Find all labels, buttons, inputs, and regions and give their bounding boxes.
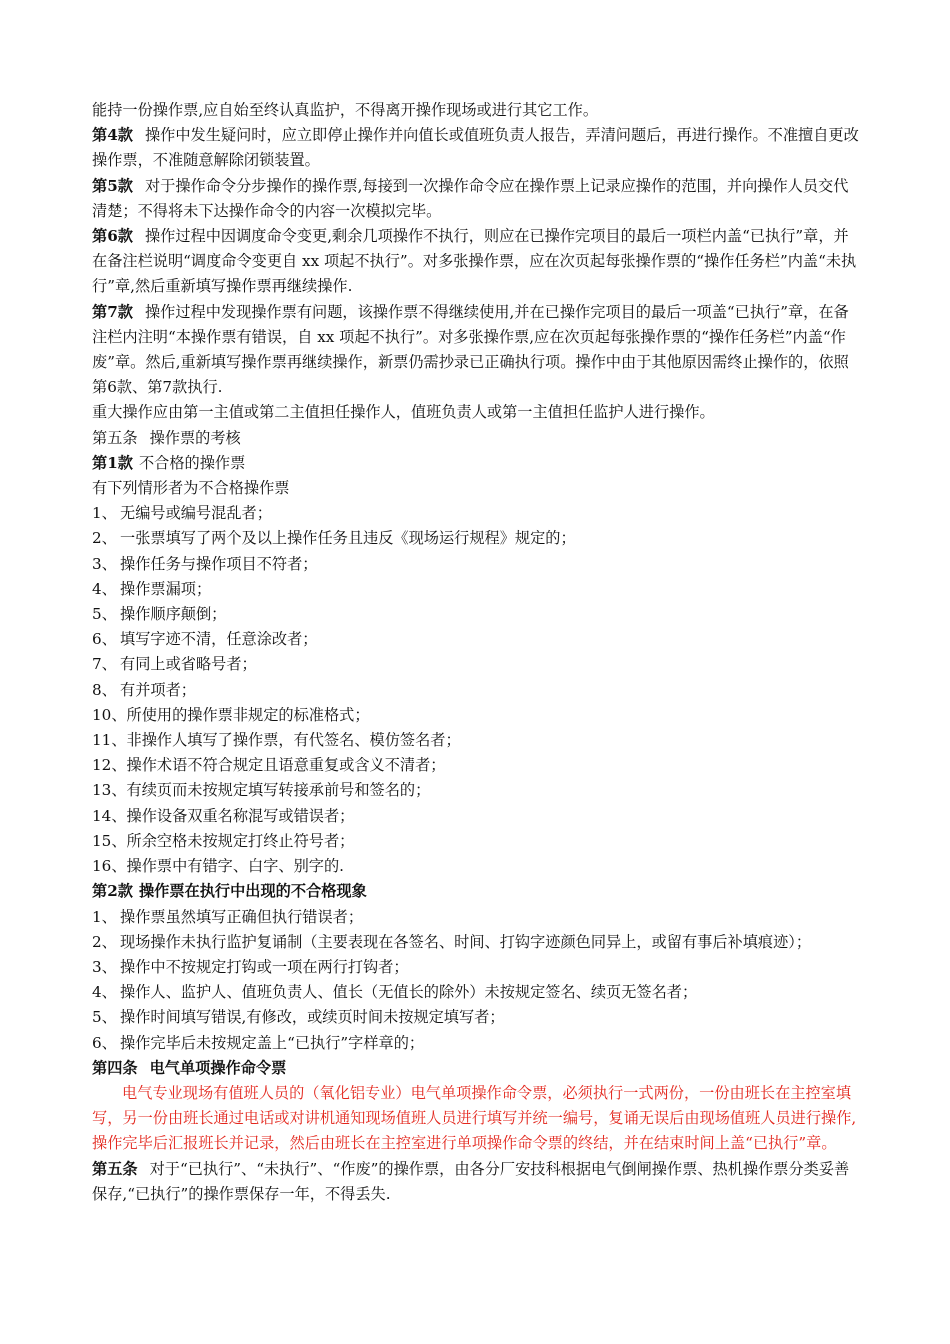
list-item: 16、操作票中有错字、白字、别字的. xyxy=(92,857,344,876)
clause-4 xyxy=(92,123,860,173)
list-item: 13、有续页而未按规定填写转接承前号和签名的； xyxy=(92,781,431,800)
section-label: 第五条 xyxy=(92,1159,138,1178)
list-item: 5、 操作时间填写错误,有修改，或续页时间未按规定填写者； xyxy=(92,1008,505,1027)
list-item: 6、 操作完毕后未按规定盖上“已执行”字样章的； xyxy=(92,1033,425,1052)
list-item: 4、 操作人、监护人、值班负责人、值长（无值长的除外）未按规定签名、续页无签名者； xyxy=(92,983,698,1002)
k1-name: 不合格的操作票 xyxy=(138,453,246,472)
list-item: 1、 操作票虽然填写正确但执行错误者； xyxy=(92,907,363,926)
list-item: 14、操作设备双重名称混写或错误者； xyxy=(92,806,355,825)
clause-text: 对于操作命令分步操作的操作票,每接到一次操作命令应在操作票上记录应操作的范围，并向操作人员交代清楚；不得将未下达操作命令的内容一次模拟完毕。 xyxy=(92,176,849,220)
clause-5 xyxy=(92,174,860,224)
section-text: 对于“已执行”、“未执行”、“作废”的操作票，由各分厂安技科根据电气倒闸操作票、热机操作票分类妥善保存,“已执行”的操作票保存一年，不得丢失. xyxy=(92,1159,850,1203)
list-item: 2、 现场操作未执行监护复诵制（主要表现在各签名、时间、打钩字迹颜色同异上，或留有事后补填痕迹）； xyxy=(92,932,812,951)
list-item: 6、 填写字迹不清，任意涂改者； xyxy=(92,630,318,649)
section-number: 第四条 xyxy=(92,1058,138,1077)
list-item: 1、 无编号或编号混乱者； xyxy=(92,504,272,523)
list-item: 5、 操作顺序颠倒； xyxy=(92,605,227,624)
clause-text: 操作过程中发现操作票有问题，该操作票不得继续使用,并在已操作完项目的最后一项盖“已执行”章，在备注栏内注明“本操作票有错误，自 xx 项起不执行”。对多张操作票,应在次页起每张操作票的“操作任务栏”内盖“作废”章。然后,重新填写操作票再继续操作，新票仍需抄录已正确执行项。操作中由于其他原因需终止操作的，依照第6款、第7款执行. xyxy=(92,302,849,397)
k2-name: 操作票在执行中出现的不合格现象 xyxy=(138,882,367,901)
list-item: 10、所使用的操作票非规定的标准格式； xyxy=(92,705,370,724)
list-item: 3、 操作任务与操作项目不符者； xyxy=(92,554,318,573)
list-item: 11、非操作人填写了操作票，有代签名、模仿签名者； xyxy=(92,731,461,750)
list-item: 4、 操作票漏项； xyxy=(92,579,212,598)
list-item: 12、操作术语不符合规定且语意重复或含义不清者； xyxy=(92,756,446,775)
clause-text: 操作过程中因调度命令变更,剩余几项操作不执行，则应在已操作完项目的最后一项栏内盖“已执行”章，并在备注栏说明“调度命令变更自 xx 项起不执行”。对多张操作票，应在次页起每张操作票的“操作任务栏”内盖“未执行”章,然后重新填写操作票再继续操作. xyxy=(92,227,857,296)
section-5-final xyxy=(92,1157,860,1207)
k2-label: 第2款 xyxy=(92,882,133,901)
document-page xyxy=(92,98,860,1207)
clause-label: 第5款 xyxy=(92,176,133,195)
red-paragraph: 电气专业现场有值班人员的（氧化铝专业）电气单项操作命令票，必须执行一式两份，一份由班长在主控室填写，另一份由班长通过电话或对讲机通知现场值班人员进行填写并统一编号，复诵无误后由现场值班人员进行操作,操作完毕后汇报班长并记录，然后由班长在主控室进行单项操作命令票的终结，并在结束时间上盖“已执行”章。 xyxy=(92,1083,857,1153)
clause-6 xyxy=(92,224,860,300)
intro-line: 能持一份操作票,应自始至终认真监护，不得离开操作现场或进行其它工作。 xyxy=(92,101,599,119)
k1-intro: 有下列情形者为不合格操作票 xyxy=(92,479,290,498)
clause-label: 第4款 xyxy=(92,126,133,145)
list-item: 2、 一张票填写了两个及以上操作任务且违反《现场运行规程》规定的； xyxy=(92,529,576,548)
section-5-heading xyxy=(92,426,860,451)
section-name: 操作票的考核 xyxy=(149,428,241,447)
clause-label: 第6款 xyxy=(92,227,133,246)
k2-heading xyxy=(92,879,860,904)
list-item: 3、 操作中不按规定打钩或一项在两行打钩者； xyxy=(92,957,409,976)
major-operation-note: 重大操作应由第一主值或第二主值担任操作人，值班负责人或第一主值担任监护人进行操作。 xyxy=(92,403,715,422)
section-name: 电气单项操作命令票 xyxy=(149,1058,287,1077)
clause-label: 第7款 xyxy=(92,302,133,321)
section-4-heading xyxy=(92,1056,860,1081)
list-item: 7、 有同上或省略号者； xyxy=(92,655,257,674)
clause-7 xyxy=(92,300,860,401)
k1-heading xyxy=(92,451,860,476)
k1-label: 第1款 xyxy=(92,453,133,472)
section-number: 第五条 xyxy=(92,428,138,447)
clause-text: 操作中发生疑问时，应立即停止操作并向值长或值班负责人报告，弄清问题后，再进行操作。不准擅自更改操作票，不准随意解除闭锁装置。 xyxy=(92,126,859,170)
list-item: 15、所余空格未按规定打终止符号者； xyxy=(92,831,355,850)
list-item: 8、 有并项者； xyxy=(92,680,196,699)
